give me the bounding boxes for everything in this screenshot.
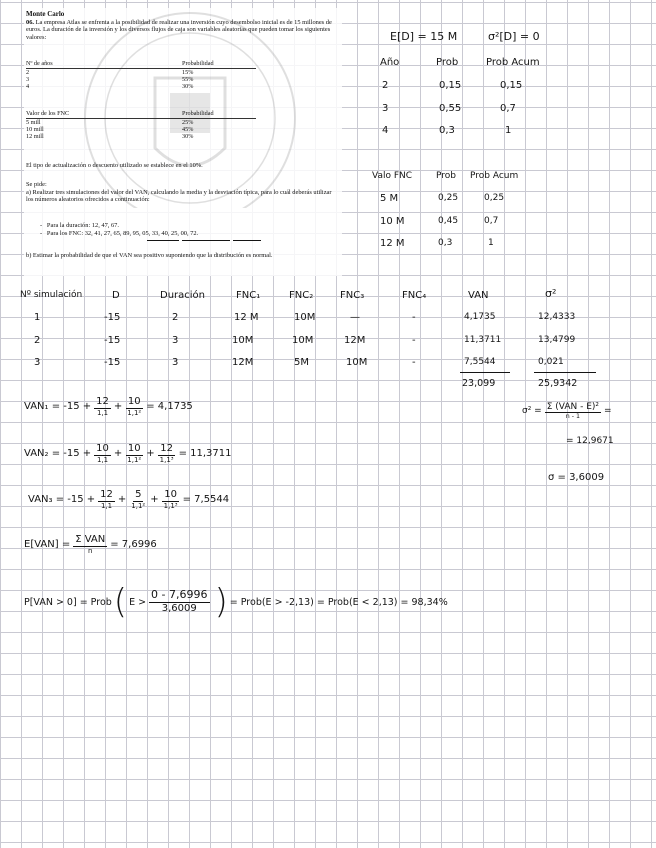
var-sum-rule (534, 372, 596, 373)
van2-frac-3 (158, 443, 176, 464)
frac-den: 1,1² (127, 455, 142, 464)
sim-cell: 10M (232, 335, 254, 346)
van3-result: = 7,5544 (182, 493, 230, 505)
cashflow-cell: 12 mill (26, 133, 44, 141)
variance-eq-sign: = (604, 406, 612, 417)
frac-den: 1,1 (100, 501, 113, 510)
van2-lead: VAN₂ = -15 + (24, 447, 92, 459)
fnc-header-value: Valo FNC (372, 171, 413, 181)
sim-cell: 12M (232, 357, 254, 368)
van2-frac-1 (94, 443, 111, 464)
year-cell: 3 (382, 103, 389, 114)
duration-cell: 4 (26, 83, 30, 91)
underline-fnc-group-1 (147, 240, 179, 241)
sim-cell: -15 (104, 335, 121, 346)
sim-cell: 10M (292, 335, 314, 346)
cashflow-cell: 5 mill (26, 119, 41, 126)
underline-fnc-group-2 (182, 240, 230, 241)
year-cell: 1 (505, 125, 512, 136)
probability-lead: P[VAN > 0] = Prob (24, 596, 112, 608)
cashflow-header-value: Valor de los FNC (26, 110, 70, 117)
variance-result: = 12,9671 (566, 436, 614, 446)
van2-frac-2 (125, 443, 143, 464)
ask-label: Se pide: (26, 181, 47, 188)
duration-header-years: Nº de años (26, 60, 53, 67)
underline-fnc-group-3 (233, 240, 261, 241)
close-paren: ) (214, 582, 228, 622)
fnc-cell: 0,3 (438, 238, 453, 248)
sim-cell: 1 (34, 312, 41, 323)
problem-intro-text: La empresa Atlas se enfrenta a la posibilidad de realizar una inversión cuyo desembolso inicial es de 15 millones de euros. La duración de la inversión y los diversos flujos de caja son variables aleatorias que pueden tomar los siguientes valores: (26, 19, 332, 41)
duration-cell: 3 (26, 76, 30, 84)
fnc-cell: 0,25 (484, 193, 505, 203)
van1-lead: VAN₁ = -15 + (24, 400, 92, 412)
duration-cell: 2 (26, 69, 30, 76)
van1-frac-2 (125, 396, 143, 417)
sim-cell: - (412, 357, 416, 368)
frac-num: 12 (96, 396, 109, 407)
frac-den: 1,1 (96, 408, 109, 417)
mean-equation (24, 534, 157, 555)
sim-cell: - (412, 335, 416, 346)
sim-cell: 0,021 (538, 357, 564, 367)
sim-cell: 2 (172, 312, 179, 323)
frac-num: 10 (164, 489, 177, 500)
problem-number: 06. (26, 19, 34, 26)
probability-result: = Prob(E > -2,13) = Prob(E < 2,13) = 98,34% (229, 596, 448, 608)
fnc-header-cumprob: Prob Acum (470, 171, 519, 181)
fnc-cell: 0,25 (438, 193, 459, 203)
year-header-cumprob: Prob Acum (486, 57, 540, 68)
sim-cell: 4,1735 (464, 312, 496, 322)
fnc-header-prob: Prob (436, 171, 456, 181)
frac-den: 1,1 (96, 455, 109, 464)
cashflow-cell: 45% (182, 126, 194, 134)
sim-cell: 5M (294, 357, 309, 368)
sim-header: Duración (160, 290, 206, 301)
van1-equation: VAN₁ = -15 + $\frac{12}{1,1}$ + $\frac{10}{\text{1,1²}}$ = 4,1735 (24, 396, 193, 417)
year-cell: 4 (382, 125, 389, 136)
van3-frac-1 (98, 489, 115, 510)
frac-den: 1,1² (127, 408, 142, 417)
part-a-text: a) Realizar tres simulaciones del valor del VAN, calculando la media y la desviación típica, para lo cuál deberás utilizar los números aleatorios ofrecidos a continuación: (26, 189, 332, 204)
van1-result: = 4,1735 (146, 400, 193, 412)
frac-den: 1,1² (131, 501, 146, 510)
frac-den: 1,1³ (163, 501, 178, 510)
fnc-cell: 0,7 (484, 216, 499, 226)
duration-cell: 15% (182, 69, 194, 76)
frac-den: 1,1³ (159, 455, 174, 464)
frac-num: 0 - 7,6996 (151, 588, 208, 602)
frac-num: 10 (127, 443, 141, 454)
fnc-cell: 12 M (380, 238, 405, 249)
frac-num: 10 (96, 443, 109, 454)
van2-equation: VAN₂ = -15 + $\frac{10}{1,1}$ + $\frac{10}{\text{1,1²}}$ + $\frac{12}{\text{1,1³}}$ = 11,3711 (24, 443, 232, 464)
sim-cell: 10M (346, 357, 368, 368)
std-dev-result: σ = 3,6009 (548, 472, 605, 483)
year-header-prob: Prob (436, 57, 459, 68)
sim-cell: 3 (172, 335, 179, 346)
sim-cell: 12 M (234, 312, 259, 323)
variance-d: σ²[D] = 0 (488, 30, 540, 43)
variance-lead: σ² = (522, 406, 542, 417)
sim-cell: 12,4333 (538, 312, 576, 322)
frac-num: Σ (VAN - E)² (546, 402, 600, 412)
van3-frac-3 (162, 489, 180, 510)
duration-header-prob: Probabilidad (182, 60, 214, 67)
cashflow-cell: 25% (182, 119, 194, 126)
fnc-cell: 0,45 (438, 216, 459, 226)
duration-cell: 55% (182, 76, 194, 84)
frac-num: 12 (160, 443, 173, 454)
sim-cell: 12M (344, 335, 366, 346)
mean-lead: E[VAN] = (24, 538, 71, 550)
year-cell: 0,3 (439, 125, 455, 136)
van-sum: 23,099 (462, 378, 496, 389)
year-cell: 0,55 (439, 103, 462, 114)
year-cell: 0,15 (439, 80, 462, 91)
van2-result: = 11,3711 (178, 447, 232, 459)
probability-inner-lead: E > (129, 596, 147, 608)
sim-header: VAN (468, 290, 489, 301)
duration-cell: 30% (182, 83, 194, 91)
van3-lead: VAN₃ = -15 + (28, 493, 96, 505)
variance-frac (545, 402, 601, 421)
sim-header: σ² (545, 287, 557, 300)
probability-frac (149, 589, 209, 615)
bullet-fnc: - Para los FNC: 32, 41, 27, 65, 89, 95, 05, 33, 40, 25, 00, 72. (40, 230, 199, 237)
var-sum: 25,9342 (538, 378, 578, 389)
bullet-duration: - Para la duración: 12, 47, 67. (40, 222, 119, 229)
duration-table (26, 60, 256, 91)
sim-cell: 10M (294, 312, 316, 323)
sim-header: FNC₂ (289, 290, 314, 301)
year-cell: 0,15 (500, 80, 523, 91)
sim-cell: -15 (104, 357, 121, 368)
sim-cell: -15 (104, 312, 121, 323)
sim-cell: 3 (34, 357, 41, 368)
sim-cell: 13,4799 (538, 335, 576, 345)
problem-intro (26, 19, 334, 41)
cashflow-table (26, 110, 256, 141)
sim-cell: 11,3711 (464, 335, 502, 345)
variance-equation (522, 402, 612, 421)
fnc-cell: 5 M (380, 193, 399, 204)
problem-title: Monte Carlo (26, 10, 65, 18)
part-b-text: b) Estimar la probabilidad de que el VAN sea positivo suponiendo que la distribución es normal. (26, 252, 273, 259)
van3-frac-2 (129, 489, 147, 510)
frac-den: 3,6009 (161, 602, 197, 614)
van-sum-rule (460, 372, 510, 373)
mean-result: = 7,6996 (110, 538, 157, 550)
sim-cell: 3 (172, 357, 179, 368)
probability-equation (24, 582, 448, 622)
frac-num: Σ VAN (75, 534, 106, 545)
year-cell: 2 (382, 80, 389, 91)
sim-header: FNC₁ (236, 290, 261, 301)
sim-header: D (112, 290, 120, 301)
sim-cell: 2 (34, 335, 41, 346)
frac-den: n - 1 (565, 413, 581, 421)
sim-cell: 7,5544 (464, 357, 496, 367)
sim-header: FNC₄ (402, 290, 427, 301)
fnc-cell: 1 (488, 238, 494, 248)
van1-frac-1 (94, 396, 111, 417)
frac-den: n (88, 546, 93, 555)
frac-num: 12 (100, 489, 113, 500)
van3-equation: VAN₃ = -15 + $\frac{12}{1,1}$ + $\frac{5}{\text{1,1²}}$ + $\frac{10}{\text{1,1³}}$ = 7,5544 (28, 489, 230, 510)
year-header-year: Año (380, 57, 400, 68)
sim-cell: - (412, 312, 416, 323)
cashflow-cell: 30% (182, 133, 194, 141)
mean-frac (73, 534, 107, 555)
bullet-duration-text: Para la duración: 12, 47, 67. (46, 222, 119, 229)
cashflow-header-prob: Probabilidad (182, 110, 214, 117)
open-paren: ( (113, 582, 128, 622)
sim-header: Nº simulación (20, 290, 83, 300)
sim-header: FNC₃ (340, 290, 365, 301)
frac-num: 10 (127, 396, 141, 407)
cashflow-cell: 10 mill (26, 126, 44, 134)
expectation-d: E[D] = 15 M (390, 30, 458, 43)
frac-num: 5 (135, 489, 142, 500)
fnc-cell: 10 M (380, 216, 405, 227)
sim-cell: — (350, 312, 360, 323)
year-cell: 0,7 (500, 103, 516, 114)
bullet-fnc-text: Para los FNC: 32, 41, 27, 65, 89, 95, 05, 33, 40, 25, 00, 72. (46, 230, 199, 237)
discount-rate-text: El tipo de actualización o descuento utilizado se establece en el 10%. (26, 162, 203, 169)
